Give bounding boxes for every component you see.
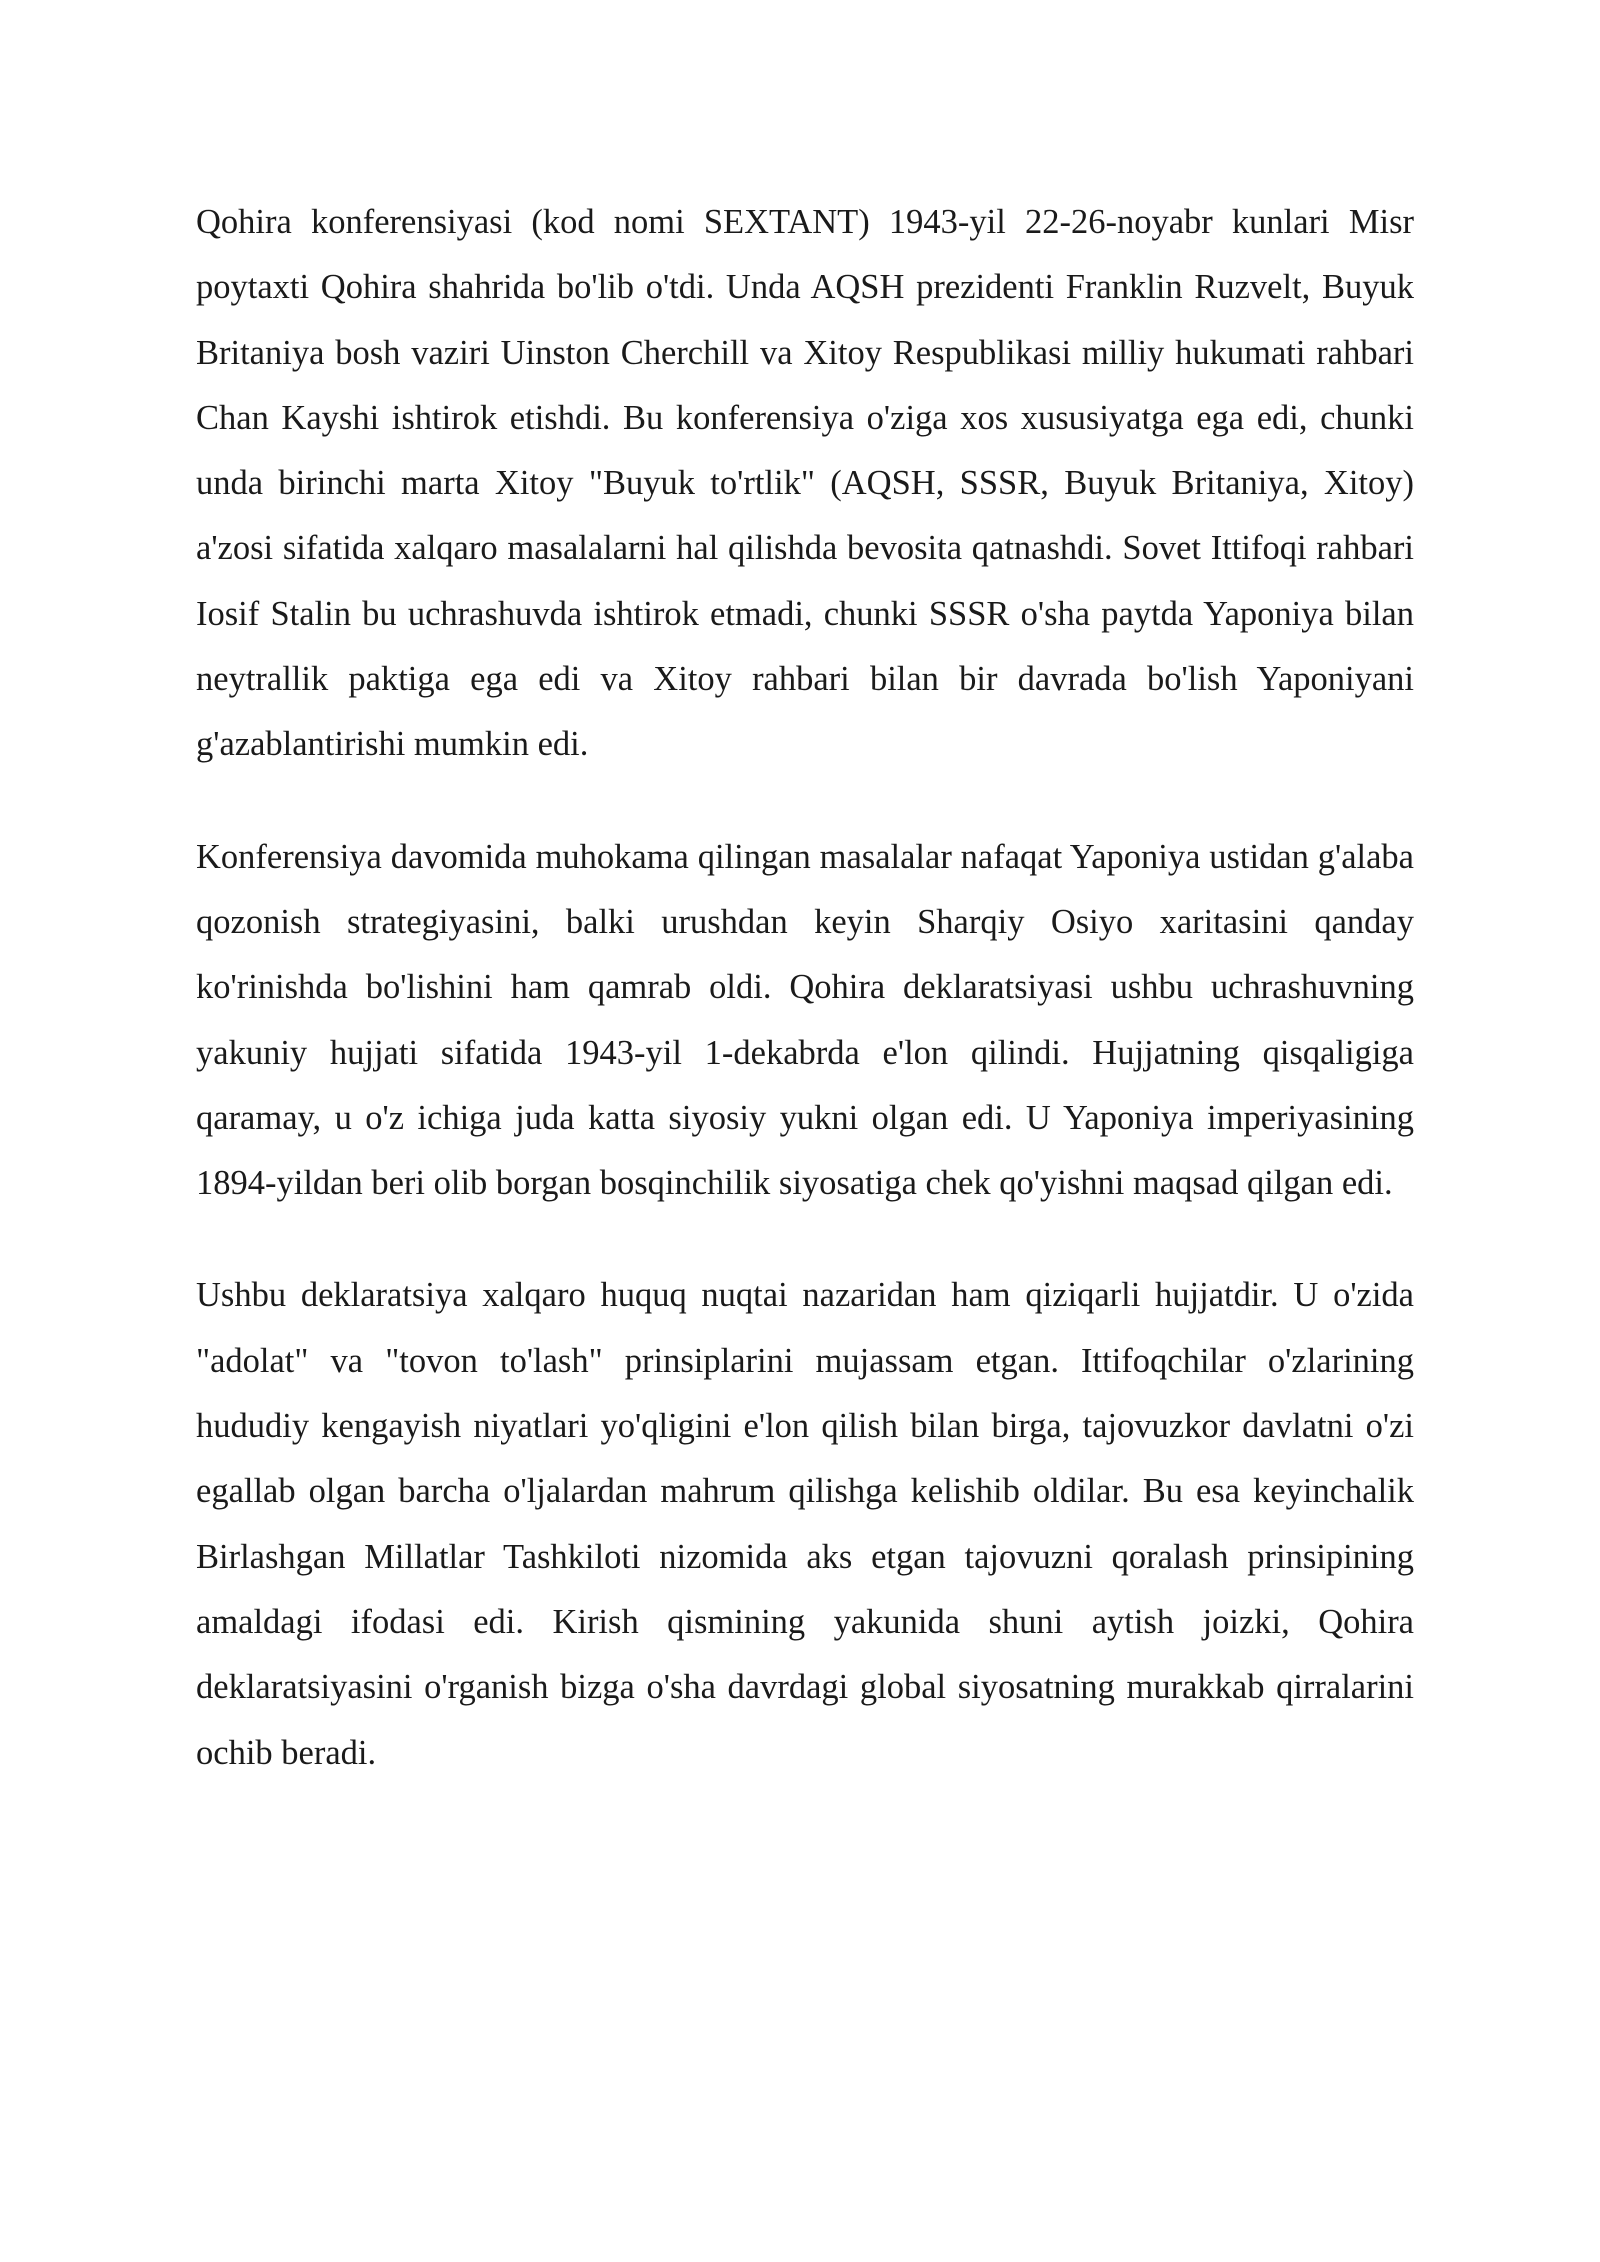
paragraph-3: Ushbu deklaratsiya xalqaro huquq nuqtai nazaridan ham qiziqarli hujjatdir. U o'zida "adolat" va "tovon to'lash" prinsiplarini mujassam etgan. Ittifoqchilar o'zlarining hududiy kengayish niyatlari yo'qligini e'lon qilish bilan birga, tajovuzkor davlatni o'zi egallab olgan barcha o'ljalardan mahrum qilishga kelishib oldilar. Bu esa keyinchalik Birlashgan Millatlar Tashkiloti nizomida aks etgan tajovuzni qoralash prinsipining amaldagi ifodasi edi. Kirish qismining yakunida shuni aytish joizki, Qohira deklaratsiyasini o'rganish bizga o'sha davrdagi global siyosatning murakkab qirralarini ochib beradi. [196, 1276, 1414, 1772]
paragraph-1: Qohira konferensiyasi (kod nomi SEXTANT) 1943-yil 22-26-noyabr kunlari Misr poytaxti Qohira shahrida bo'lib o'tdi. Unda AQSH prezidenti Franklin Ruzvelt, Buyuk Britaniya bosh vaziri Uinston Cherchill va Xitoy Respublikasi milliy hukumati rahbari Chan Kayshi ishtirok etishdi. Bu konferensiya o'ziga xos xususiyatga ega edi, chunki unda birinchi marta Xitoy "Buyuk to'rtlik" (AQSH, SSSR, Buyuk Britaniya, Xitoy) a'zosi sifatida xalqaro masalalarni hal qilishda bevosita qatnashdi. Sovet Ittifoqi rahbari Iosif Stalin bu uchrashuvda ishtirok etmadi, chunki SSSR o'sha paytda Yaponiya bilan neytrallik paktiga ega edi va Xitoy rahbari bilan bir davrada bo'lish Yaponiyani g'azablantirishi mumkin edi. [196, 203, 1414, 764]
paragraph-2: Konferensiya davomida muhokama qilingan masalalar nafaqat Yaponiya ustidan g'alaba qozonish strategiyasini, balki urushdan keyin Sharqiy Osiyo xaritasini qanday ko'rinishda bo'lishini ham qamrab oldi. Qohira deklaratsiyasi ushbu uchrashuvning yakuniy hujjati sifatida 1943-yil 1-dekabrda e'lon qilindi. Hujjatning qisqaligiga qaramay, u o'z ichiga juda katta siyosiy yukni olgan edi. U Yaponiya imperiyasining 1894-yildan beri olib borgan bosqinchilik siyosatiga chek qo'yishni maqsad qilgan edi. [196, 837, 1414, 1203]
document-body [196, 190, 1414, 1833]
